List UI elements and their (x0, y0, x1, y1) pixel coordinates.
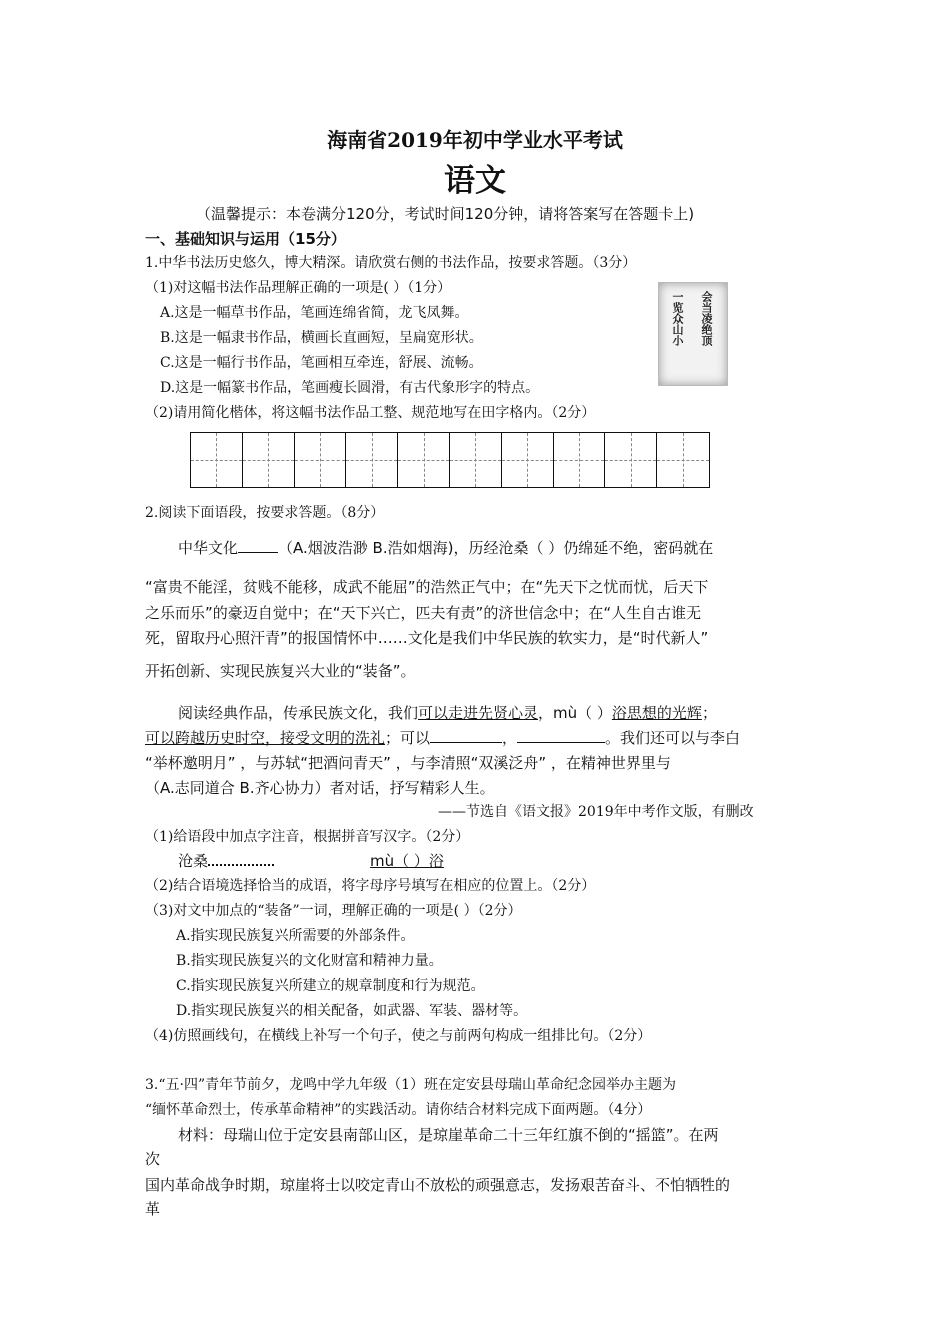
q2-sub1-item-a (178, 850, 274, 871)
q2-sub3: （3)对文中加点的“装备”一词，理解正确的一项是( ）（2分） (145, 903, 522, 919)
q1-stem: 1.中华书法历史悠久，博大精深。请欣赏右侧的书法作品，按要求答题。（3分） (145, 255, 637, 271)
text: ； (701, 704, 717, 722)
text: ， (502, 729, 518, 747)
q2-paragraph1-line3: 之乐而乐”的豪迈自觉中；在“天下兴亡，匹夫有责”的济世信念中；在“人生自古谁无 (145, 604, 702, 622)
grid-cell[interactable] (554, 433, 606, 487)
q2-option-c: C.指实现民族复兴所建立的规章制度和行为规范。 (176, 978, 485, 994)
grid-cell[interactable] (398, 433, 450, 487)
q2-sub4: （4)仿照画线句，在横线上补写一个句子，使之与前两句构成一组排比句。（2分） (145, 1028, 652, 1044)
q2-option-a: A.指实现民族复兴所需要的外部条件。 (176, 928, 415, 944)
q2-option-d: D.指实现民族复兴的相关配备，如武器、军装、器材等。 (176, 1003, 528, 1019)
grid-cell[interactable] (191, 433, 243, 487)
answer-blank[interactable] (238, 538, 278, 553)
grid-cell[interactable] (450, 433, 502, 487)
text: mù（ ）浴 (370, 852, 444, 870)
q3-material-line2: 次 (145, 1150, 161, 1168)
q3-material-line3: 国内革命战争时期，琼崖将士以咬定青山不放松的顽强意志，发扬艰苦奋斗、不怕牺牲的 (145, 1176, 731, 1194)
calligraphy-column-right: 会当凌绝顶 (700, 291, 713, 346)
q3-material-line4: 革 (145, 1200, 161, 1218)
text: ，mù（ ） (538, 704, 612, 722)
q2-paragraph1-line4: 死，留取丹心照汗青”的报国情怀中……文化是我们中华民族的软实力，是“时代新人” (145, 629, 709, 647)
q3-material-line1: 材料：母瑞山位于定安县南部山区，是琼崖革命二十三年红旗不倒的“摇篮”。在两 (178, 1126, 719, 1144)
grid-cell[interactable] (657, 433, 709, 487)
calligraphy-artwork (658, 282, 728, 386)
q2-paragraph1-line2: “富贵不能淫，贫贱不能移，成武不能屈”的浩然正气中；在“先天下之忧而忧，后天下 (145, 578, 709, 596)
q1-option-a: A.这是一幅草书作品，笔画连绵省简，龙飞凤舞。 (160, 305, 469, 321)
text: 阅读经典作品，传承民族文化，我们 (178, 704, 419, 722)
q1-sub1: （1)对这幅书法作品理解正确的一项是( ）（1分） (145, 280, 452, 296)
calligraphy-column-left: 一览众山小 (671, 291, 684, 346)
q2-paragraph2-line2 (145, 727, 740, 748)
q2-paragraph1-line5: 开拓创新、实现民族复兴大业的“装备”。 (145, 662, 416, 680)
answer-blank[interactable] (430, 728, 502, 743)
text: ；可以 (385, 729, 431, 747)
q2-paragraph2-line3: “举杯邀明月” ，与苏轼“把酒问青天” ，与李清照“双溪泛舟” ，在精神世界里与 (145, 754, 671, 772)
underlined-sentence: 可以走进先贤心灵 (418, 704, 539, 722)
exam-title: 海南省2019年初中学业水平考试 (327, 128, 623, 152)
grid-cell[interactable] (243, 433, 295, 487)
section-title: 一、基础知识与运用（15分） (145, 230, 346, 248)
q2-paragraph2-line4: （A.志同道合 B.齐心协力）者对话，抒写精彩人生。 (145, 779, 495, 797)
answer-blank[interactable] (208, 851, 274, 866)
text: （A.烟波浩渺 B.浩如烟海)，历经沧桑（ ）仍绵延不绝，密码就在 (278, 539, 714, 557)
q2-paragraph2-line1 (178, 702, 717, 723)
text: 中华文化 (178, 539, 239, 557)
grid-cell[interactable] (346, 433, 398, 487)
answer-blank[interactable] (517, 728, 605, 743)
exam-tip: （温馨提示：本卷满分120分，考试时间120分钟，请将答案写在答题卡上) (196, 205, 695, 223)
q1-sub2: （2)请用简化楷体，将这幅书法作品工整、规范地写在田字格内。（2分） (145, 405, 596, 421)
q1-option-d: D.这是一幅篆书作品，笔画瘦长圆滑，有古代象形字的特点。 (160, 380, 540, 396)
q3-stem-line1: 3.“五·四”青年节前夕，龙鸣中学九年级（1）班在定安县母瑞山革命纪念园举办主题为 (145, 1077, 677, 1093)
q1-option-c: C.这是一幅行书作品，笔画相互牵连，舒展、流畅。 (160, 355, 483, 371)
tianzige-writing-grid[interactable] (190, 432, 710, 488)
q2-option-b: B.指实现民族复兴的文化财富和精神力量。 (176, 953, 443, 969)
q2-sub1: （1)给语段中加点字注音，根据拼音写汉字。（2分） (145, 829, 470, 845)
q2-source: ——节选自《语文报》2019年中考作文版，有删改 (438, 804, 754, 820)
grid-cell[interactable] (502, 433, 554, 487)
underlined-sentence: 浴思想的光辉 (611, 704, 702, 722)
grid-cell[interactable] (605, 433, 657, 487)
subject-title: 语文 (444, 163, 506, 199)
q1-option-b: B.这是一幅隶书作品，横画长直画短，呈扁宽形状。 (160, 330, 483, 346)
q2-stem: 2.阅读下面语段，按要求答题。（8分） (145, 505, 385, 521)
underlined-sentence: 可以跨越历史时空，接受文明的洗礼 (145, 729, 386, 747)
q2-sub1-item-b (370, 850, 444, 871)
text: 。我们还可以与李白 (605, 729, 741, 747)
grid-cell[interactable] (295, 433, 347, 487)
text: 沧桑 (178, 852, 209, 870)
q2-paragraph1-line1 (178, 537, 713, 558)
q2-sub2: （2)结合语境选择恰当的成语，将字母序号填写在相应的位置上。（2分） (145, 878, 596, 894)
q3-stem-line2: “缅怀革命烈士，传承革命精神”的实践活动。请你结合材料完成下面两题。（4分） (145, 1102, 652, 1118)
